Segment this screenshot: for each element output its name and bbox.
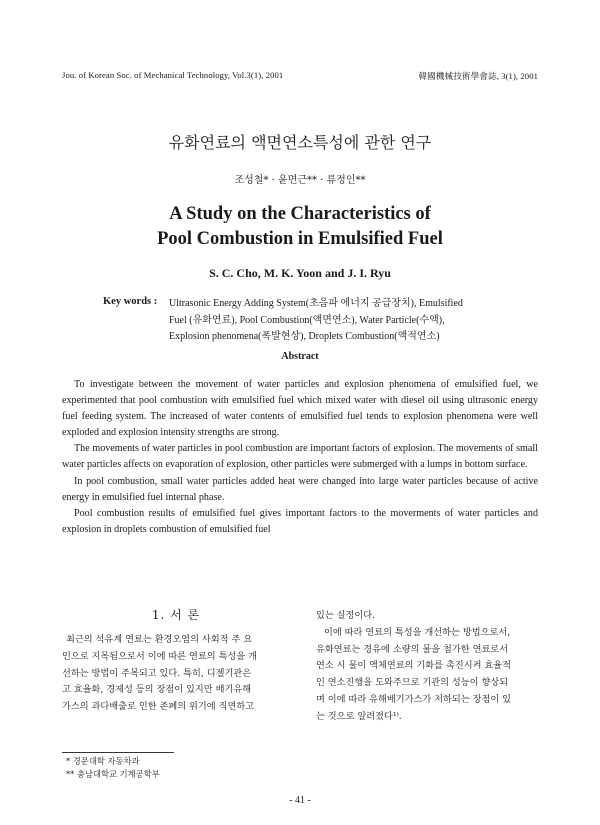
footnote-divider: [62, 752, 174, 753]
keywords-line: Explosion phenomena(폭발현상), Droplets Combustion(액적연소): [169, 331, 440, 342]
journal-header-right: 韓國機械技術學會誌, 3(1), 2001: [418, 71, 538, 81]
body-line: 선하는 방법이 주목되고 있다. 특히, 디젤기관은: [62, 667, 252, 679]
english-title-line-2: Pool Combustion in Emulsified Fuel: [157, 229, 443, 249]
body-line: 가스의 과다배출로 인한 존폐의 위기에 직면하고: [62, 701, 255, 713]
section-heading-introduction: 1. 서 론: [151, 608, 201, 622]
korean-authors: 조성철* · 윤면근** · 류정인**: [234, 175, 366, 186]
body-left-column: [62, 632, 290, 716]
english-title-line-1: A Study on the Characteristics of: [169, 204, 431, 224]
english-title: [0, 202, 600, 252]
abstract-paragraph: The movements of water particles in pool combustion are important factors of explosion. The movements of small water particles affects on evaporation of explosion, other particles were submerged with a lumps in bottom surface.: [62, 443, 538, 471]
keywords-line: Ultrasonic Energy Adding System(초음파 에너지 공급장치), Emulsified: [169, 298, 463, 309]
abstract-paragraph: To investigate between the movement of water particles and explosion phenomena of emulsified fuel, we experimented that pool combustion with emulsified fuel which mixed water with diesel oil using ultrasonic energy fuel feeding system. The increased of water contents of emulsified fuel tends to explosion phenomena were well exploded and explosion intensity strengths are strong.: [62, 379, 538, 439]
journal-header-left: Jou. of Korean Soc. of Mechanical Technology, Vol.3(1), 2001: [62, 70, 284, 80]
footnotes: [66, 755, 160, 781]
keywords-line: Fuel (유화연료), Pool Combustion(액면연소), Water Particle(수액),: [169, 314, 445, 326]
abstract-paragraph: In pool combustion, small water particles added heat were changed into large water particles because of active energy in emulsified fuel internal phase.: [62, 475, 538, 503]
body-line: 인 연소진행을 도와주므로 기관의 성능이 향상되: [316, 677, 509, 689]
body-line: 연소 시 물이 액체연료의 기화를 촉진시켜 효율적: [316, 660, 512, 672]
keywords-list: [169, 296, 539, 346]
body-line: 고 효율화, 경제성 등의 장점이 있지만 배기유해: [62, 684, 252, 696]
abstract-paragraph: Pool combustion results of emulsified fuel gives important factors to the moverments of water particles and explosion in droplets combustion of emulsified fuel: [62, 507, 538, 535]
footnote-affiliation-2: ** 충남대학교 기계공학부: [66, 769, 160, 779]
abstract-heading: Abstract: [281, 351, 319, 362]
page-number: - 41 -: [289, 795, 311, 806]
body-line: 최근의 석유계 연료는 환경오염의 사회적 주 요: [66, 634, 253, 645]
body-line: 이에 따라 연료의 특성을 개선하는 방법으로서,: [324, 626, 511, 638]
footnote-affiliation-1: * 경문대학 자동차과: [66, 756, 140, 766]
english-authors: S. C. Cho, M. K. Yoon and J. I. Ryu: [209, 266, 391, 280]
keywords-label: Key words :: [103, 296, 158, 307]
korean-title: 유화연료의 액면연소특성에 관한 연구: [168, 133, 432, 152]
body-line: 인으로 지목됨으로서 이에 따른 연료의 특성을 개: [62, 650, 258, 662]
body-line: 는 것으로 알려졌다¹⁾.: [316, 710, 402, 722]
abstract-body: [62, 377, 538, 538]
body-line: 있는 실정이다.: [316, 610, 376, 621]
body-line: 유화연료는 경유에 소량의 물을 첨가한 연료로서: [316, 643, 509, 655]
body-right-column: [316, 608, 538, 726]
body-line: 며 이에 따라 유해배기가스가 저하되는 장점이 있: [316, 693, 512, 705]
